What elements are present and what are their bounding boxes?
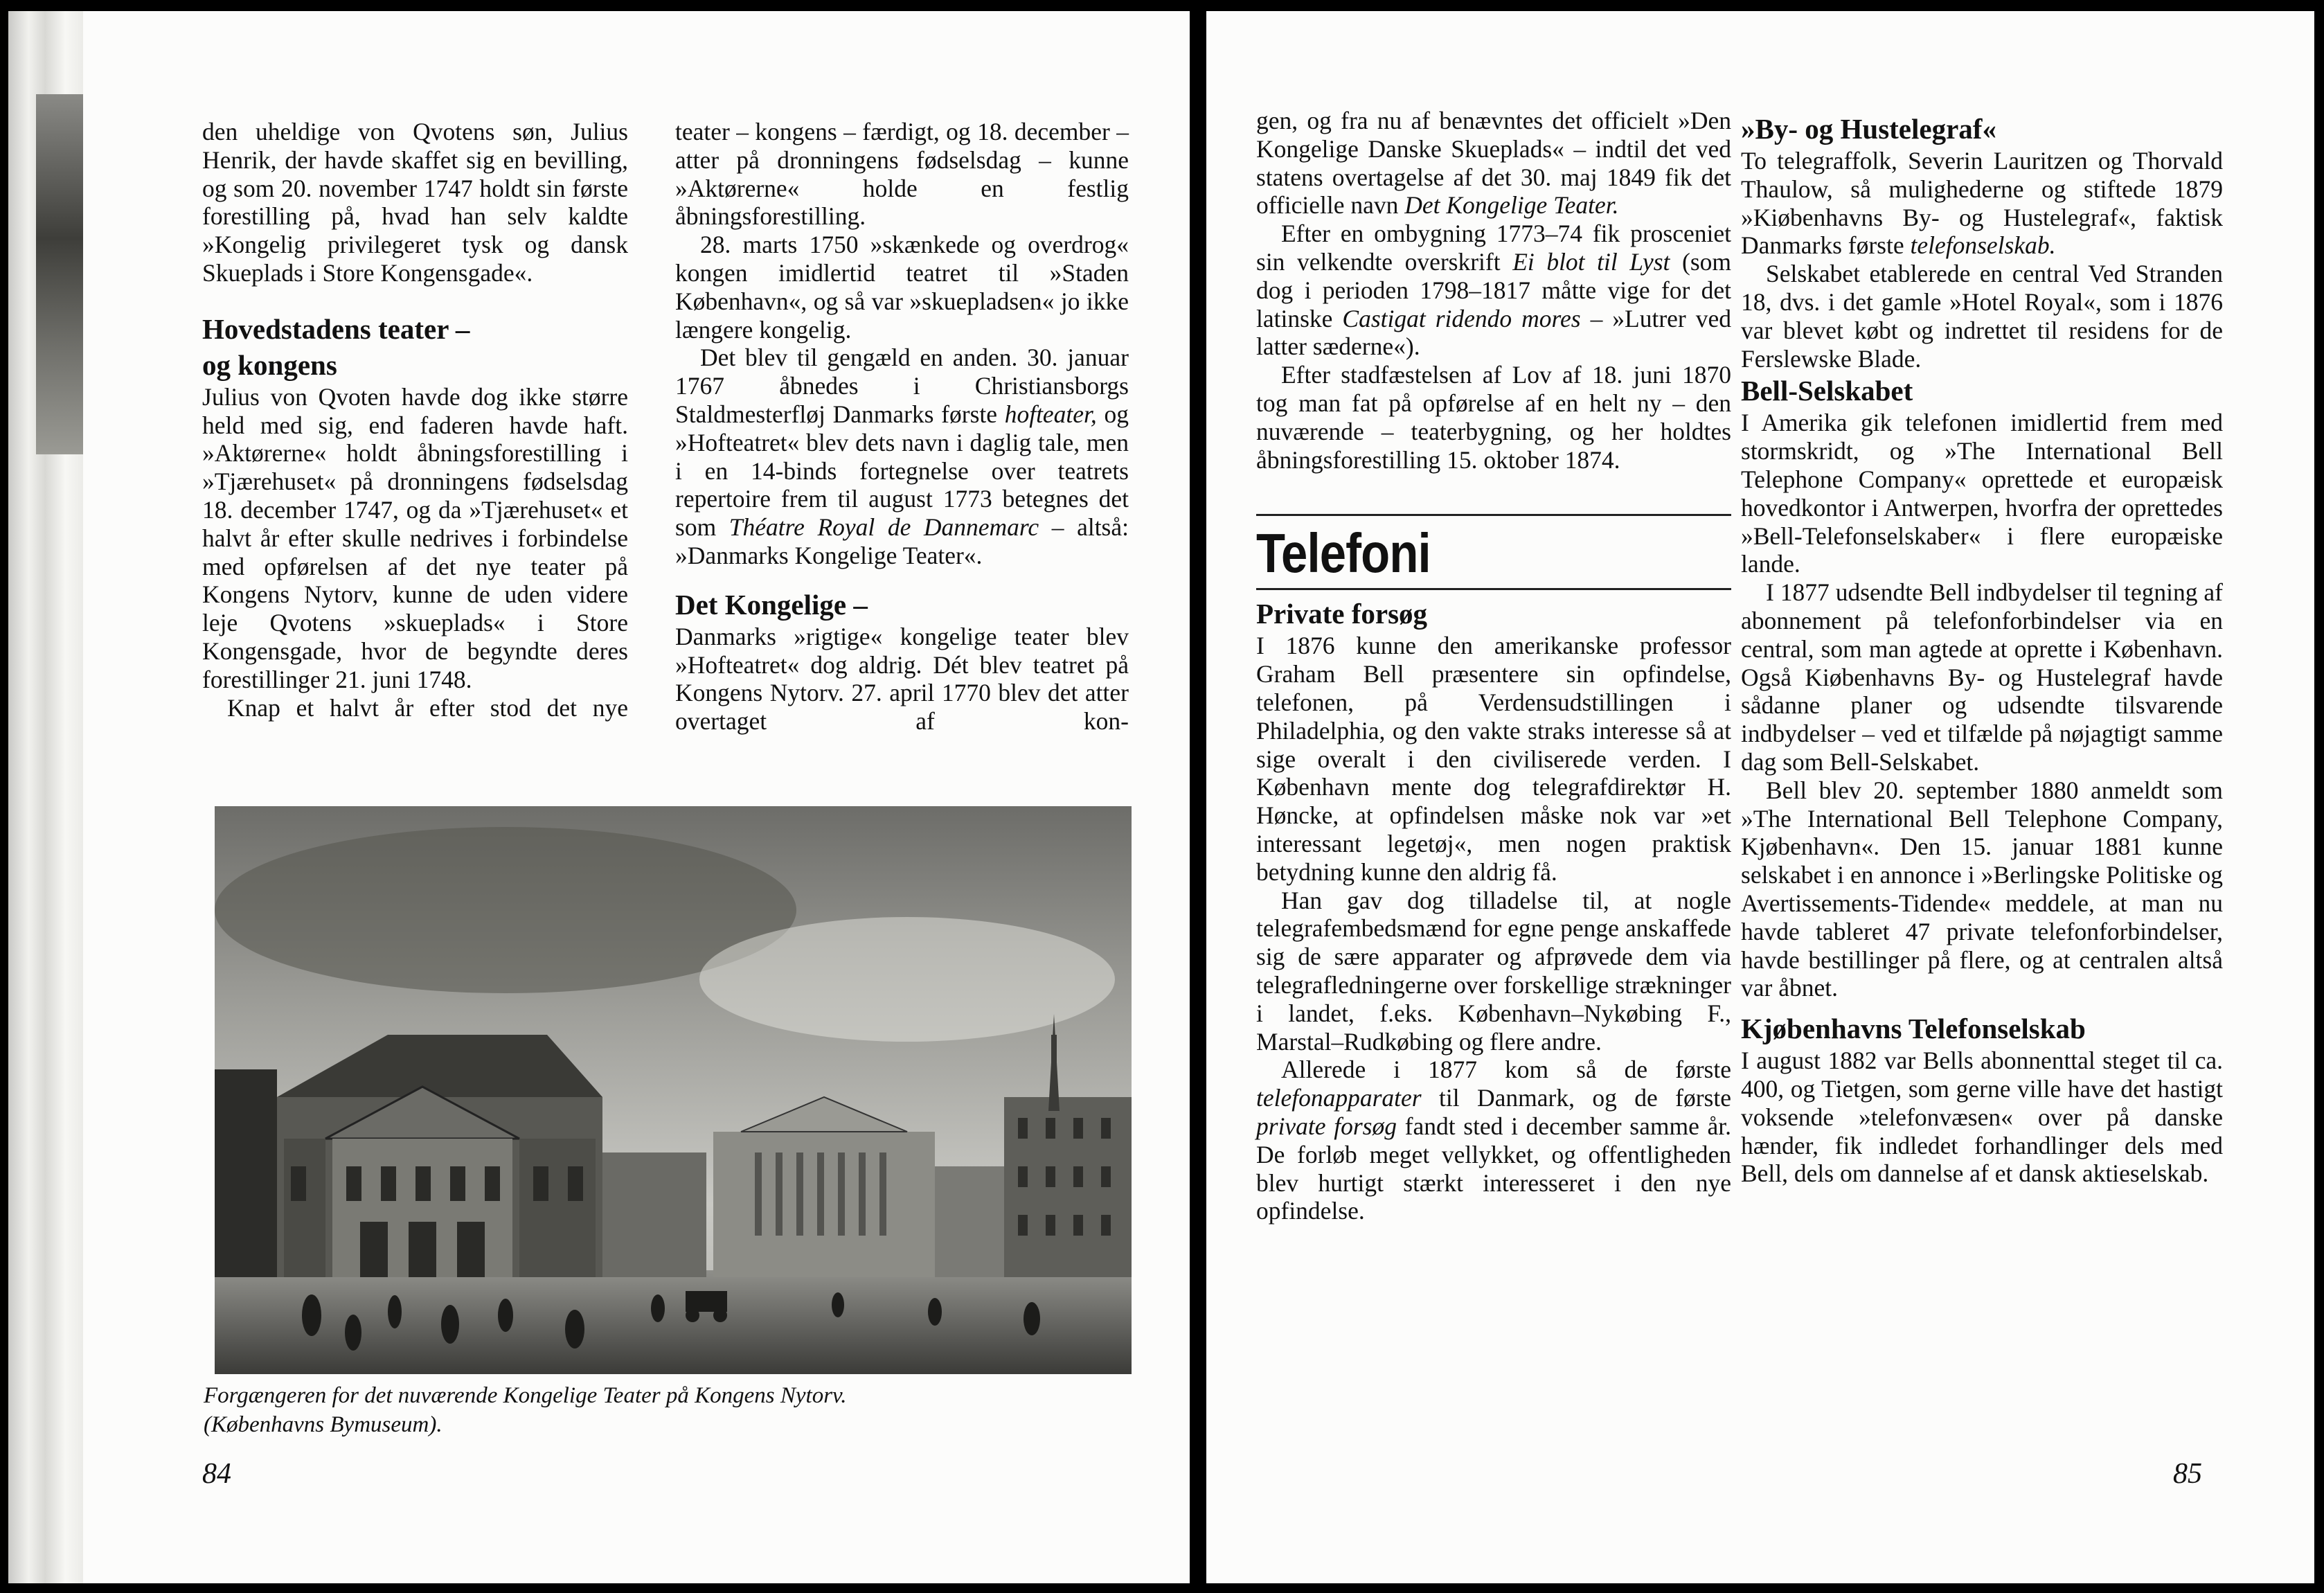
section-heading: Kjøbenhavns Telefonselskab [1741, 1013, 2086, 1045]
text-run: – altså: »Danmarks Kongelige Teater«. [675, 513, 1129, 569]
paragraph: I 1876 kunne den amerikanske professor Graham Bell præsentere sin opfindelse, telefonen, på Verdensudstillingen i Philadelphia, og den vakte straks interesse så at sige overalt i den civiliserede verden. I København mente dog telegrafdirektør H. Høncke, at opfindelsen måske nok var »et interessant legetøj«, men nogen praktisk betydning kunne den aldrig få. [1256, 632, 1731, 886]
page-number: 84 [202, 1458, 231, 1490]
section-rule [1256, 514, 1731, 516]
paragraph: I august 1882 var Bells abonnenttal steget til ca. 400, og Tietgen, som gerne ville have det hastigt voksende »telefonvæsen« over på danske hænder, fik indledet forhandlinger dels med Bell, dels om dannelse af et dansk aktieselskab. [1741, 1047, 2223, 1188]
caption-line: Forgængeren for det nuværende Kongelige Teater på Kongens Nytorv. [204, 1383, 847, 1408]
paragraph: Efter stadfæstelsen af Lov af 18. juni 1870 tog man fat på opførelse af en helt ny – den nuværende – teaterbygning, og her holdtes åbningsforestilling 15. oktober 1874. [1256, 361, 1731, 474]
paragraph: den uheldige von Qvotens søn, Julius Henrik, der havde skaffet sig en bevilling, og som 20. november 1747 holdt sin første forestilling på, hvad han selv kaldte »Kongelig privilegeret tysk og dansk Skueplads i Store Kongensgade«. [202, 118, 628, 287]
section-heading: »By- og Hustelegraf« [1741, 113, 1996, 145]
left-page [83, 11, 1190, 1583]
paragraph: Danmarks »rigtige« kongelige teater blev »Hofteatret« dog aldrig. Dét blev teatret på Kongens Nytorv. 27. april 1770 blev det atter overtaget af kon- [675, 622, 1129, 736]
italic-run: Ei blot til Lyst [1512, 247, 1670, 276]
right-page-column-1 [1256, 107, 1731, 1225]
paragraph: Knap et halvt år efter stod det nye [227, 693, 628, 722]
chapter-title: Telefoni [1256, 522, 1431, 585]
text-run: til Danmark, og de første [1421, 1084, 1731, 1112]
paragraph: Bell blev 20. september 1880 anmeldt som »The International Bell Telephone Company, Kjøbenhavn«. Den 15. januar 1881 kunne selskabet i en annonce i »Berlingske Politiske og Avertissements-Tidende« meddele, at man nu havde tableret 47 private telefonforbindelser, havde bestillinger på flere, og at centralen altså var åbnet. [1741, 776, 2223, 1002]
section-heading [202, 311, 628, 383]
right-page-column-2 [1741, 111, 2223, 1188]
italic-run: Castigat ridendo mores [1342, 304, 1581, 332]
page-number: 85 [2173, 1458, 2202, 1490]
section-heading: Private forsøg [1256, 598, 1428, 630]
paragraph: I 1877 udsendte Bell indbydelser til tegning af abonnement på telefonforbindelser via en central, som man agtede at oprette i København. Også Kiøbenhavns By- og Hustelegraf havde sådanne planer og udsendte tilsvarende indbydelser – ved et tilfælde på nøjagtigt samme dag som Bell-Selskabet. [1741, 578, 2223, 776]
paragraph: Selskabet etablerede en central Ved Stranden 18, dvs. i det gamle »Hotel Royal«, som i 1876 var blevet købt og indrettet til residens for de Ferslewske Blade. [1741, 260, 2223, 373]
paragraph: I Amerika gik telefonen imidlertid frem med stormskridt, og »The International Bell Telephone Company« oprettede et europæisk hovedkontor i Antwerpen, hvorfra der oprettedes »Bell-Telefonselskaber« i flere europæiske lande. [1741, 409, 2223, 578]
paragraph [1256, 107, 1731, 220]
section-heading: Bell-Selskabet [1741, 375, 1913, 407]
italic-run: telefonselskab. [1910, 231, 2056, 260]
theatre-engraving-illustration [215, 806, 1132, 1374]
heading-line: og kongens [202, 348, 337, 381]
text-run: gen, og fra nu af benævntes det officielt »Den Kongelige Danske Skueplads« – indtil det ved statens overtagelse af det 30. maj 1849 fik det officielle navn [1256, 107, 1731, 220]
text-run: fandt sted i december samme år. De forløb meget vellykket, og offentligheden blev hurtigt stærkt interesseret i den nye opfindelse. [1256, 1112, 1731, 1225]
left-page-column-2 [675, 118, 1129, 736]
section-rule [1256, 588, 1731, 590]
text-run: (som dog i perioden 1798–1817 måtte vige for det latinske [1256, 247, 1732, 332]
right-page [1206, 11, 2314, 1583]
text-run: To telegraffolk, Severin Lauritzen og Thorvald Thaulow, så mulighederne og stiftede 1879 »Kiøbenhavns By- og Hustelegraf«, faktisk Danmarks første [1741, 147, 2223, 260]
caption-line: (Københavns Bymuseum). [204, 1412, 443, 1437]
book-page-edges [8, 11, 90, 1583]
left-page-column-1 [202, 118, 628, 722]
text-run: Efter en ombygning 1773–74 fik prosceniet sin velkendte overskrift [1256, 220, 1731, 276]
text-run: Allerede i 1877 kom så de første [1281, 1056, 1731, 1084]
paragraph: Han gav dog tilladelse til, at nogle telegrafembedsmænd for egne penge anskaffede sig de sære apparater og afprøvede dem via telegrafledningerne over forskellige strækninger i landet, f.eks. København–Nykøbing F., Marstal–Rudkøbing og flere andre. [1256, 886, 1731, 1056]
paragraph: Julius von Qvoten havde dog ikke større held med sig, end faderen havde haft. »Aktørerne« holdt åbningsforestilling i »Tjærehuset« på dronningens fødselsdag 18. december 1747, og da »Tjærehuset« et halvt år efter skulle nedrives i forbindelse med opførelsen af det nye teater på Kongens Nytorv, kunne de uden videre leje Qvotens »skueplads« i Store Kongensgade, hvor de begyndte deres forestillinger 21. juni 1748. [202, 382, 628, 693]
italic-run: hofteater, [1004, 400, 1097, 428]
italic-run: Théatre Royal de Dannemarc [729, 513, 1039, 542]
heading-line: Hovedstadens teater – [202, 312, 470, 345]
text-run: Det blev til gengæld en anden. 30. januar 1767 åbnedes i Christiansborgs Staldmesterfløj Danmarks første [675, 344, 1129, 428]
italic-run: private forsøg [1256, 1112, 1397, 1140]
italic-run: telefonapparater [1256, 1084, 1422, 1112]
text-run: og »Hofteatret« blev dets navn i daglig tale, men i en 14-binds fortegnelse over teatrets repertoire frem til august 1773 betegnes det som [675, 400, 1129, 542]
italic-run: Det Kongelige Teater. [1404, 191, 1619, 220]
paragraph [1256, 1056, 1731, 1225]
paragraph [675, 344, 1129, 569]
text-run: – »Lutrer ved latter sæderne«). [1256, 304, 1731, 361]
section-heading: Det Kongelige – [675, 588, 868, 621]
paragraph: 28. marts 1750 »skænkede og overdrog« kongen imidlertid teatret til »Staden København«, og så var »skuepladsen« jo ikke længere kongelig. [675, 231, 1129, 344]
paragraph [1256, 220, 1731, 361]
paragraph [1741, 147, 2223, 260]
illustration-caption [204, 1381, 1145, 1439]
paragraph: teater – kongens – færdigt, og 18. december – atter på dronningens fødselsdag – kunne »Aktørerne« holde en festlig åbningsforestilling. [675, 118, 1129, 231]
